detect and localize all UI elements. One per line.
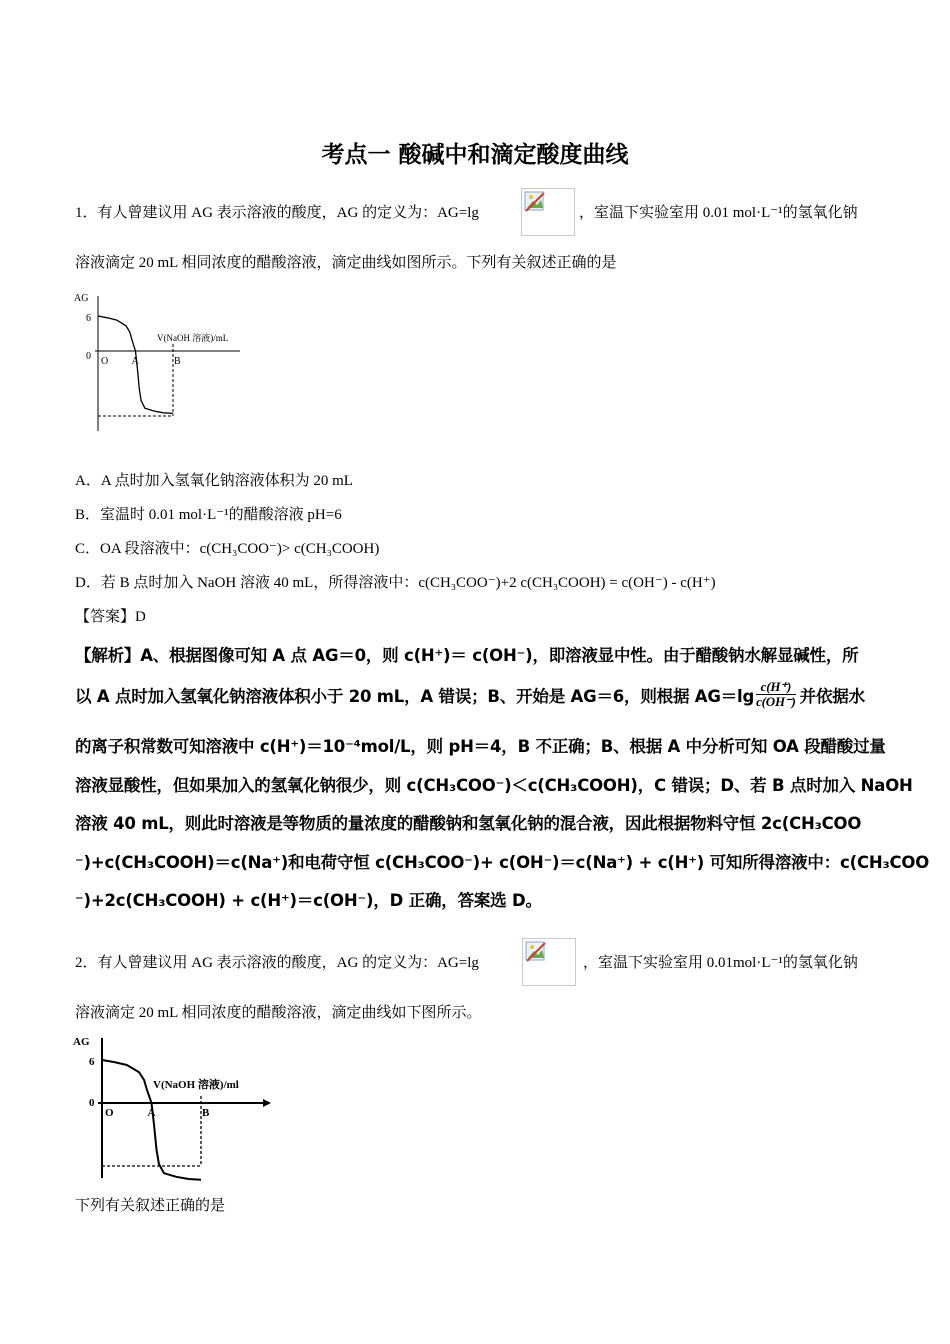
q1-option-d: D．若 B 点时加入 NaOH 溶液 40 mL，所得溶液中：c(CH₃COO⁻)+2 c(CH₃COOH) = c(OH⁻) - c(H⁺) bbox=[75, 575, 716, 591]
q2-tail-text: 下列有关叙述正确的是 bbox=[75, 1198, 226, 1214]
q1-titration-chart bbox=[60, 286, 260, 436]
broken-image-icon bbox=[525, 941, 547, 963]
q2-ag-formula-image bbox=[522, 938, 576, 986]
point-label-a: A bbox=[131, 356, 139, 367]
y-tick-0: 0 bbox=[86, 351, 91, 362]
analysis-line-2-start: 以 A 点时加入氢氧化钠溶液体积小于 20 mL，A 错误；B、开始是 AG＝6，则根据 AG＝lg bbox=[75, 686, 755, 706]
q1-stem-line2: 溶液滴定 20 mL 相同浓度的醋酸溶液，滴定曲线如图所示。下列有关叙述正确的是 bbox=[75, 255, 617, 271]
y-axis-label: AG bbox=[74, 293, 89, 304]
q1-option-a: A．A 点时加入氢氧化钠溶液体积为 20 mL bbox=[75, 473, 353, 489]
ag-fraction bbox=[756, 680, 796, 709]
q2-stem-line1-start: 2．有人曾建议用 AG 表示溶液的酸度，AG 的定义为：AG=lg bbox=[75, 955, 479, 971]
analysis-line-5: 溶液 40 mL，则此时溶液是等物质的量浓度的醋酸钠和氢氧化钠的混合液，因此根据物料守恒 2c(CH₃COO bbox=[75, 814, 862, 833]
x-axis-label: V(NaOH 溶液)/ml bbox=[153, 1079, 239, 1091]
q1-option-c: C．OA 段溶液中：c(CH₃COO⁻)> c(CH₃COOH) bbox=[75, 541, 380, 557]
point-label-o: O bbox=[105, 1107, 114, 1119]
page-title: 考点一 酸碱中和滴定酸度曲线 bbox=[321, 142, 629, 168]
broken-image-icon bbox=[524, 191, 546, 213]
point-label-b: B bbox=[174, 356, 181, 367]
fraction-denominator: c(OH⁻) bbox=[756, 694, 796, 709]
analysis-line-7: ⁻)+2c(CH₃COOH) + c(H⁺)＝c(OH⁻)，D 正确，答案选 D。 bbox=[75, 891, 542, 910]
q1-stem-line1-start: 1．有人曾建议用 AG 表示溶液的酸度，AG 的定义为：AG=lg bbox=[75, 205, 479, 221]
analysis-line-1: 【解析】A、根据图像可知 A 点 AG＝0，则 c(H⁺)＝ c(OH⁻)，即溶液显中性。由于醋酸钠水解显碱性，所 bbox=[75, 646, 859, 665]
q1-ag-formula-image bbox=[521, 188, 575, 236]
q2-stem-line2: 溶液滴定 20 mL 相同浓度的醋酸溶液，滴定曲线如下图所示。 bbox=[75, 1005, 482, 1021]
fraction-numerator: c(H⁺) bbox=[756, 680, 796, 695]
q2-titration-chart bbox=[65, 1030, 285, 1185]
q1-answer: 【答案】D bbox=[75, 609, 146, 625]
q2-stem-line1-end: ，室温下实验室用 0.01mol·L⁻¹的氢氧化钠 bbox=[583, 955, 858, 971]
analysis-line-2 bbox=[75, 680, 865, 709]
point-label-o: O bbox=[101, 356, 109, 367]
titration-curve bbox=[102, 1060, 201, 1180]
point-label-b: B bbox=[202, 1107, 210, 1119]
x-axis-label: V(NaOH 溶液)/mL bbox=[157, 333, 229, 343]
x-axis-arrow-icon bbox=[263, 1099, 271, 1107]
y-tick-0: 0 bbox=[89, 1097, 95, 1109]
y-tick-6: 6 bbox=[89, 1056, 95, 1068]
analysis-line-6: ⁻)+c(CH₃COOH)＝c(Na⁺)和电荷守恒 c(CH₃COO⁻)+ c(OH⁻)＝c(Na⁺) + c(H⁺) 可知所得溶液中：c(CH₃COO bbox=[75, 853, 930, 872]
y-tick-6: 6 bbox=[86, 313, 91, 324]
q1-option-b: B．室温时 0.01 mol·L⁻¹的醋酸溶液 pH=6 bbox=[75, 507, 342, 523]
y-axis-label: AG bbox=[73, 1036, 90, 1048]
point-label-a: A bbox=[147, 1107, 156, 1119]
analysis-line-2-end: 并依据水 bbox=[799, 686, 865, 706]
q1-stem-line1-end: ，室温下实验室用 0.01 mol·L⁻¹的氢氧化钠 bbox=[579, 205, 858, 221]
analysis-line-4: 溶液显酸性，但如果加入的氢氧化钠很少，则 c(CH₃COO⁻)＜c(CH₃COOH)，C 错误；D、若 B 点时加入 NaOH bbox=[75, 776, 913, 795]
analysis-line-3: 的离子积常数可知溶液中 c(H⁺)＝10⁻⁴mol/L，则 pH＝4，B 不正确；B、根据 A 中分析可知 OA 段醋酸过量 bbox=[75, 737, 886, 756]
